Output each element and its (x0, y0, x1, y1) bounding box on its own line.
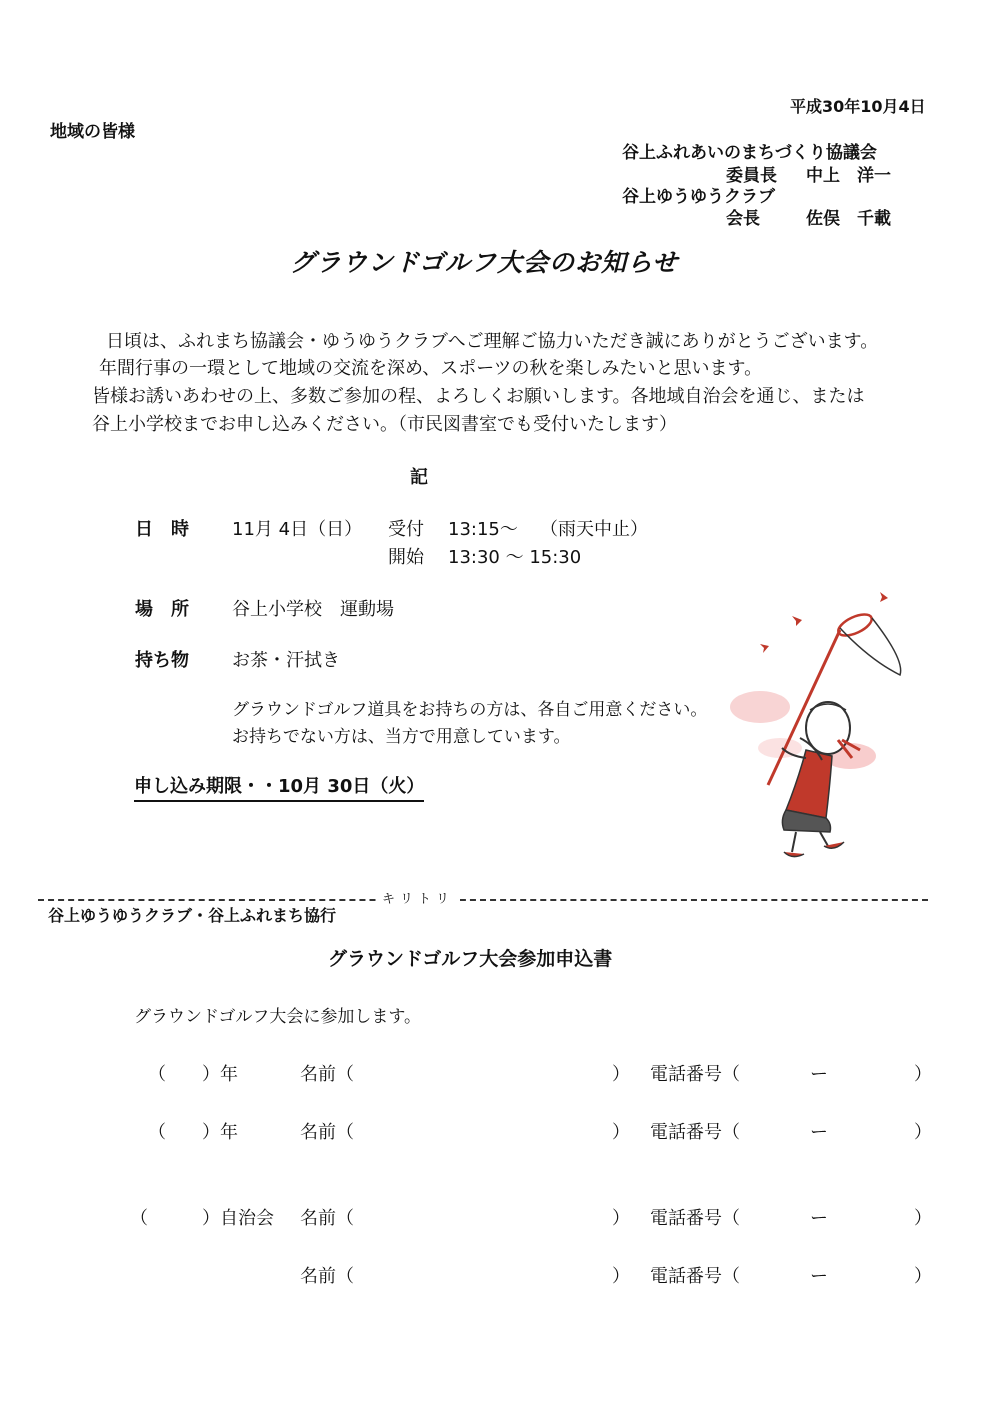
rain-note: （雨天中止） (540, 519, 648, 540)
items-label: 持ち物 (135, 650, 189, 671)
organization-1: 谷上ふれあいのまちづくり協議会 (622, 143, 877, 163)
row3-name-close: ） (612, 1208, 630, 1229)
body-line-1: 日頃は、ふれまち協議会・ゆうゆうクラブへご理解ご協力いただき誠にありがとうございます。 (106, 331, 879, 352)
document-date: 平成30年10月4日 (790, 97, 926, 116)
row4-name-label: 名前（ (300, 1266, 354, 1287)
cut-line (38, 899, 928, 901)
row3-phone-label: 電話番号（ (650, 1208, 740, 1229)
reception-label: 受付 (388, 519, 424, 540)
start-label: 開始 (388, 547, 424, 568)
girl-with-net-illustration (720, 580, 930, 870)
row3-name-label: 名前（ (300, 1208, 354, 1229)
row4-phone-dash: ー (810, 1266, 828, 1287)
body-line-3: 皆様お誘いあわせの上、多数ご参加の程、よろしくお願いします。各地域自治会を通じ、または (92, 386, 865, 407)
datetime-label: 日 時 (135, 519, 189, 540)
row1-phone-label: 電話番号（ (650, 1064, 740, 1085)
row3-phone-close: ） (914, 1208, 932, 1229)
row1-phone-dash: ー (810, 1064, 828, 1085)
row1-grade-label: （ ）年 (148, 1064, 238, 1085)
body-line-2: 年間行事の一環として地域の交流を深め、スポーツの秋を楽しみたいと思います。 (99, 358, 763, 379)
row1-phone-close: ） (914, 1064, 932, 1085)
row3-phone-dash: ー (810, 1208, 828, 1229)
place-label: 場 所 (135, 599, 189, 620)
organization-2-person: 佐俣 千載 (806, 209, 891, 229)
row4-phone-label: 電話番号（ (650, 1266, 740, 1287)
row4-name-close: ） (612, 1266, 630, 1287)
event-date: 11月 4日（日） (232, 519, 363, 540)
row1-name-close: ） (612, 1064, 630, 1085)
row2-phone-close: ） (914, 1122, 932, 1143)
organization-2-role: 会長 (726, 209, 760, 229)
row2-name-label: 名前（ (300, 1122, 354, 1143)
row2-name-close: ） (612, 1122, 630, 1143)
body-line-4: 谷上小学校までお申し込みください。（市民図書室でも受付いたします） (92, 414, 677, 435)
equipment-note-1: グラウンドゴルフ道具をお持ちの方は、各自ご用意ください。 (232, 700, 708, 720)
row2-phone-label: 電話番号（ (650, 1122, 740, 1143)
notice-title: グラウンドゴルフ大会のお知らせ (290, 248, 679, 277)
form-organization: 谷上ゆうゆうクラブ・谷上ふれまち協行 (48, 906, 337, 925)
items-value: お茶・汗拭き (232, 650, 340, 671)
deadline: 申し込み期限・・10月 30日（火） (134, 772, 424, 802)
row4-phone-close: ） (914, 1266, 932, 1287)
row2-grade-label: （ ）年 (148, 1122, 238, 1143)
start-time: 13:30 ～ 15:30 (448, 547, 582, 568)
place-value: 谷上小学校 運動場 (232, 599, 394, 620)
organization-2: 谷上ゆうゆうクラブ (622, 187, 775, 207)
cut-label: キリトリ (376, 888, 460, 907)
ki-marker: 記 (410, 467, 428, 488)
row3-jichikai-label: （ ）自治会 (130, 1208, 274, 1229)
organization-1-role: 委員長 (726, 166, 777, 186)
form-title: グラウンドゴルフ大会参加申込書 (328, 948, 613, 970)
reception-time: 13:15～ (448, 519, 518, 540)
row1-name-label: 名前（ (300, 1064, 354, 1085)
form-statement: グラウンドゴルフ大会に参加します。 (134, 1007, 421, 1027)
addressee: 地域の皆様 (50, 122, 135, 142)
equipment-note-2: お持ちでない方は、当方で用意しています。 (232, 727, 571, 747)
organization-1-person: 中上 洋一 (806, 166, 891, 186)
row2-phone-dash: ー (810, 1122, 828, 1143)
